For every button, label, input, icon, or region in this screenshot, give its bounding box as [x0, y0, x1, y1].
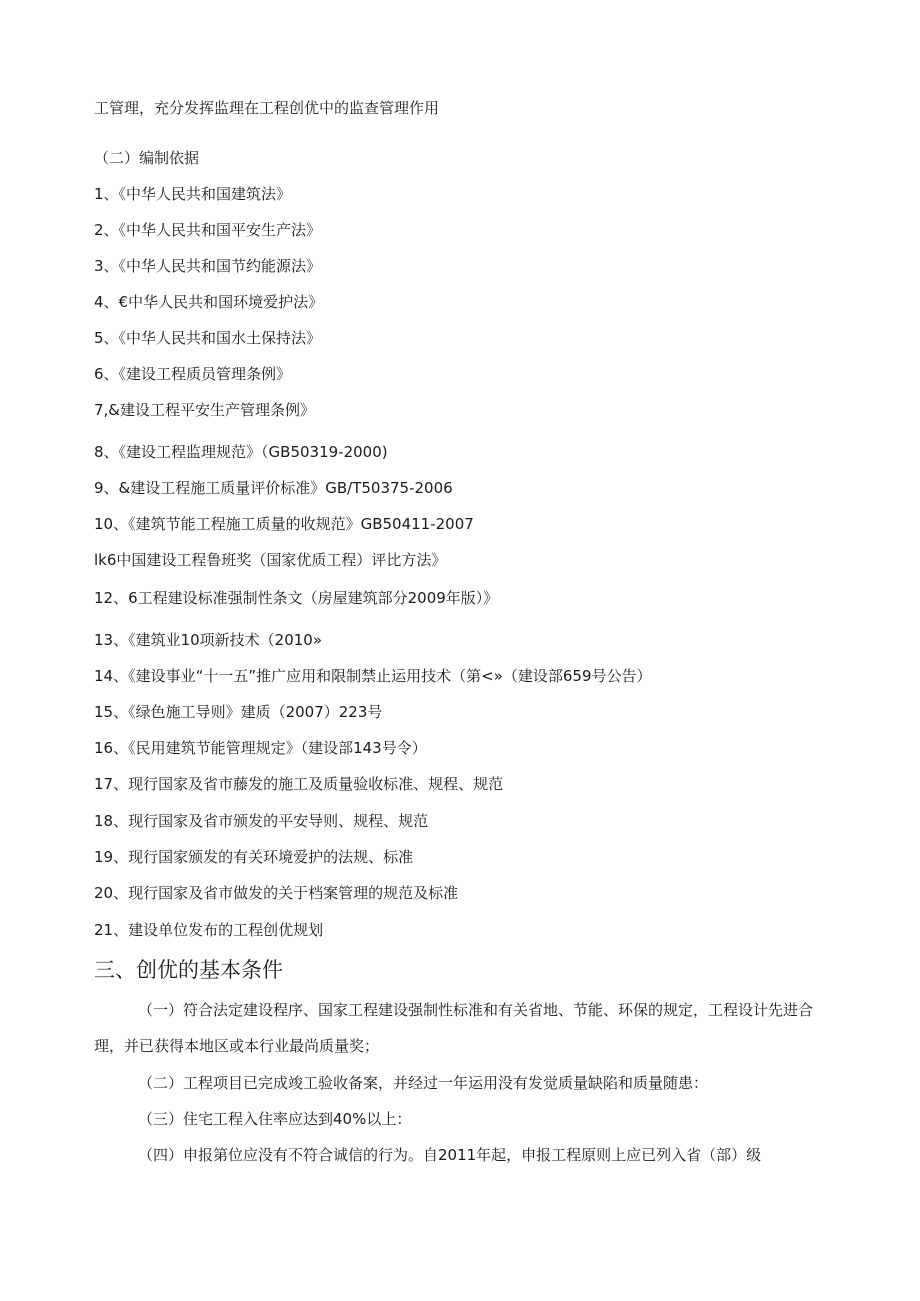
basis-item-21: 21、建设单位发布的工程创优规划 [94, 921, 324, 939]
basis-item-13: 13、《建筑业10项新技术（2010» [94, 631, 323, 649]
conditions-paragraph-1: （一）符合法定建设程序、国家工程建设强制性标准和有关省地、节能、环保的规定，工程设计先进合理，并已获得本地区或本行业最尚质量奖； [94, 1001, 814, 1055]
conditions-paragraph-2: （二）工程项目已完成竣工验收备案，并经过一年运用没有发觉质量缺陷和质量随患： [138, 1074, 709, 1092]
basis-item-19: 19、现行国家颁发的有关环境爱护的法规、标准 [94, 848, 414, 866]
basis-item-11: lk6中国建设工程鲁班奖（国家优质工程）评比方法》 [94, 551, 447, 569]
conditions-paragraph-3: （三）住宅工程入住率应达到40%以上： [138, 1110, 412, 1128]
basis-item-1: 1、《中华人民共和国建筑法》 [94, 185, 292, 203]
conditions-heading: 三、创优的基本条件 [94, 958, 283, 982]
basis-item-17: 17、现行国家及省市藤发的施工及质量验收标准、规程、规范 [94, 775, 504, 793]
basis-item-8: 8、《建设工程监理规范》（GB50319-2000) [94, 443, 388, 461]
basis-item-14: 14、《建设事业“十一五”推广应用和限制禁止运用技术（第<»（建设部659号公告） [94, 667, 652, 685]
basis-item-3: 3、《中华人民共和国节约能源法》 [94, 257, 322, 275]
basis-item-10: 10、《建筑节能工程施工质量的收规范》GB50411-2007 [94, 515, 474, 533]
basis-item-18: 18、现行国家及省市颁发的平安导则、规程、规范 [94, 812, 429, 830]
intro-tail-text: 工管理，充分发挥监理在工程创优中的监查管理作用 [94, 99, 440, 117]
basis-item-20: 20、现行国家及省市做发的关于档案管理的规范及标准 [94, 884, 459, 902]
basis-item-2: 2、《中华人民共和国平安生产法》 [94, 221, 322, 239]
basis-item-7: 7,&建设工程平安生产管理条例》 [94, 401, 316, 419]
basis-item-5: 5、《中华人民共和国水土保持法》 [94, 329, 322, 347]
basis-item-6: 6、《建设工程质员管理条例》 [94, 365, 292, 383]
basis-item-12: 12、6工程建设标准强制性条文（房屋建筑部分2009年版）》 [94, 589, 499, 607]
basis-item-15: 15、《绿色施工导则》建质（2007）223号 [94, 703, 383, 721]
conditions-paragraph-4: （四）申报第位应没有不符合诚信的行为。自2011年起，申报工程原则上应已列入省（部）级 [138, 1146, 762, 1164]
basis-item-4: 4、€中华人民共和国环境爱护法》 [94, 293, 324, 311]
basis-item-16: 16、《民用建筑节能管理规定》（建设部143号令） [94, 739, 427, 757]
basis-item-9: 9、&建设工程施工质量评价标准》GB/T50375-2006 [94, 479, 453, 497]
basis-section-title: （二）编制依据 [94, 149, 200, 167]
